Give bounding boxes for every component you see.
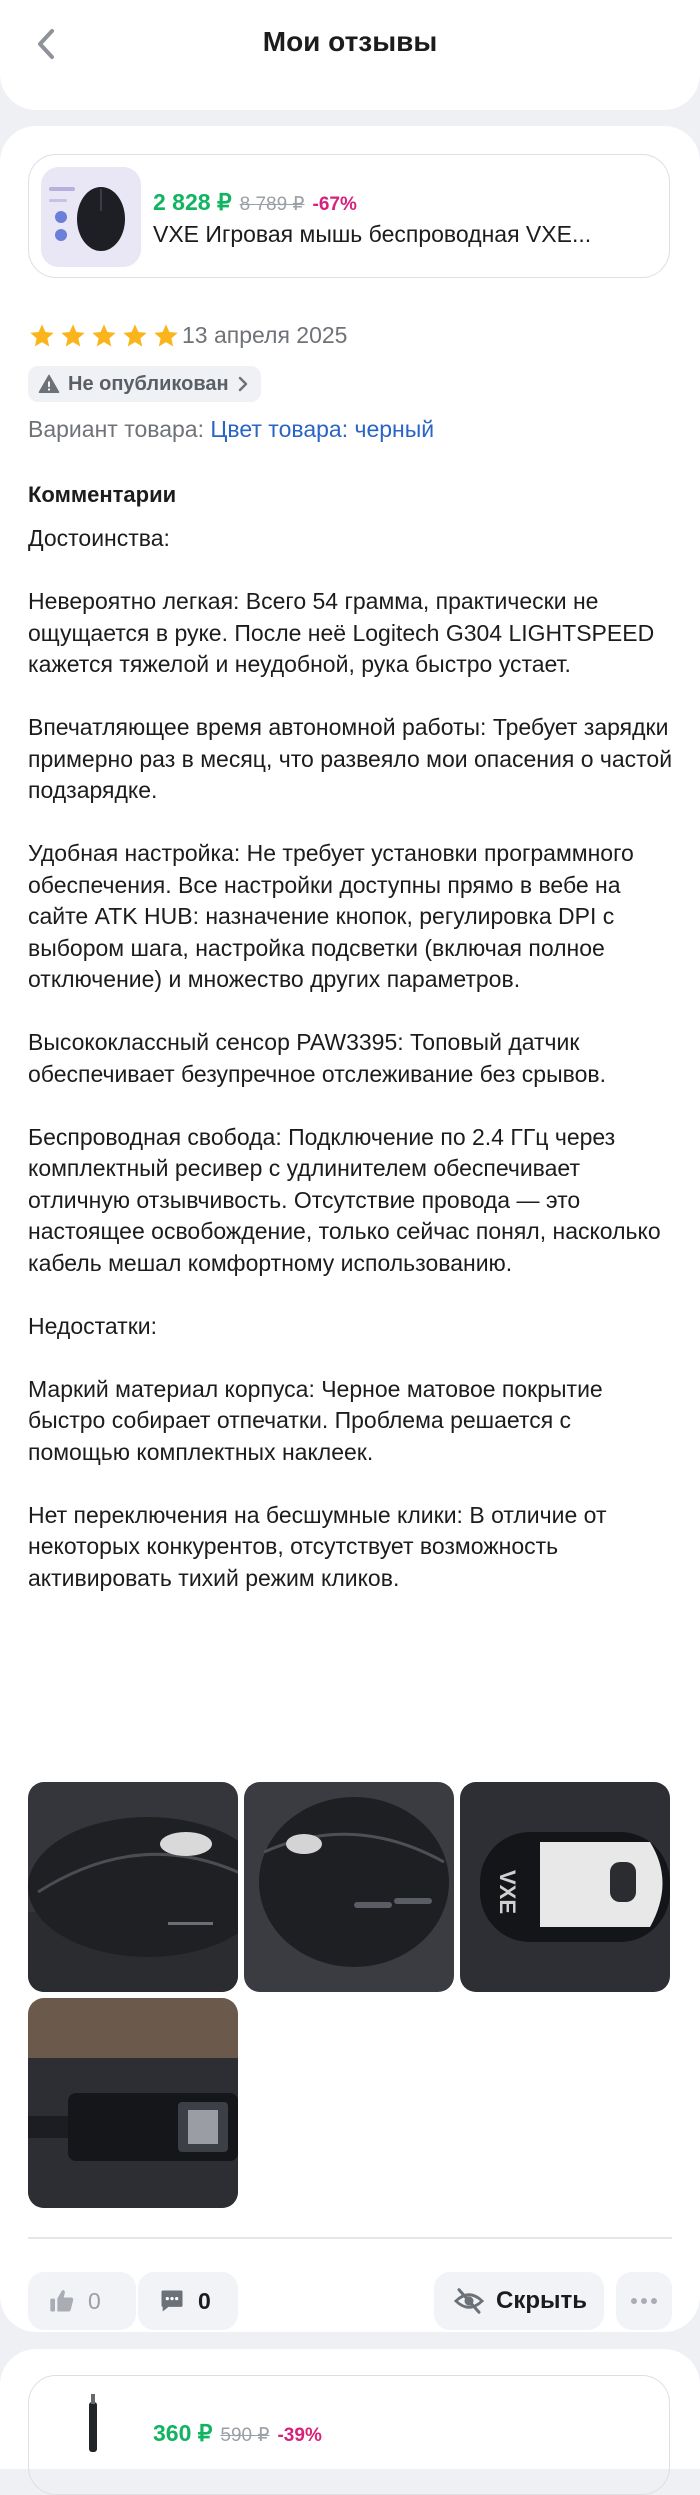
variant-value[interactable]: Цвет товара: черный <box>210 416 435 442</box>
review-date: 13 апреля 2025 <box>182 322 348 348</box>
hide-button[interactable] <box>434 2272 604 2330</box>
mouse-bottom-photo <box>460 1782 670 1992</box>
star-icon <box>59 322 87 350</box>
more-horizontal-icon <box>629 2296 659 2306</box>
next-old-price: 590 ₽ <box>220 2425 270 2446</box>
variant-label: Вариант товара: <box>28 416 204 442</box>
next-product-thumbnail <box>59 2392 129 2452</box>
star-icon <box>28 322 56 350</box>
old-price: 8 789 ₽ <box>239 194 305 215</box>
discount-badge: -67% <box>312 194 357 215</box>
page-title: Мои отзывы <box>262 26 438 57</box>
product-variant <box>28 416 434 443</box>
more-options-button[interactable] <box>616 2272 672 2330</box>
thumbs-up-icon <box>48 2287 76 2315</box>
top-app-bar <box>0 0 700 110</box>
product-price-row <box>153 189 357 216</box>
svg-text:VXE: VXE <box>495 1870 520 1915</box>
comment-button[interactable] <box>138 2272 238 2330</box>
rating-stars <box>28 322 180 350</box>
eye-hidden-icon <box>454 2286 484 2316</box>
next-current-price: 360 ₽ <box>153 2420 213 2446</box>
chevron-right-icon <box>237 376 249 392</box>
review-card <box>0 126 700 2332</box>
next-product-card[interactable] <box>28 2375 670 2495</box>
hide-label: Скрыть <box>496 2287 588 2314</box>
review-photo[interactable] <box>244 1782 454 1992</box>
next-discount-badge: -39% <box>277 2425 322 2446</box>
status-label: Не опубликован <box>68 372 229 395</box>
like-button[interactable] <box>28 2272 136 2330</box>
star-icon <box>90 322 118 350</box>
review-comment-text: Достоинства: Невероятно легкая: Всего 54 грамма, практически не ощущается в руке. После неё Logitech G304 LIGHTSPEED кажется тяжелой и неудобной, рука быстро устает. Впечатляющее время автономной работы: Требует зарядки примерно раз в месяц, что развеяло мои опасения о частой подзарядке. Удобная настройка: Не требует установки программного обеспечения. Все настройки доступны прямо в вебе на сайте ATK HUB: назначение кнопок, регулировка DPI с выбором шага, настройка подсветки (включая полное отключение) и множество других параметров. Высококлассный сенсор PAW3395: Топовый датчик обеспечивает безупречное отслеживание без срывов. Беспроводная свобода: Подключение по 2.4 ГГц через комплектный ресивер с удлинителем обеспечивает отличную отзывчивость. Отсутствие провода — это настоящее освобождение, только сейчас понял, насколько кабель мешал комфортному использованию. Недостатки: Маркий материал корпуса: Черное матовое покрытие быстро собирает отпечатки. Проблема решается с помощью комплектных наклеек. Нет переключения на бесшумные клики: В отличие от некоторых конкурентов, отсутствует возможность активировать тихий режим кликов. <box>28 525 673 1591</box>
star-icon <box>152 322 180 350</box>
divider <box>28 2237 672 2239</box>
review-photo[interactable] <box>460 1782 670 1992</box>
like-count: 0 <box>88 2287 101 2314</box>
comments-heading: Комментарии <box>28 482 177 507</box>
status-badge[interactable] <box>28 366 261 402</box>
warning-icon <box>38 373 60 395</box>
next-product-price-row <box>153 2420 322 2447</box>
mouse-side-photo <box>28 1782 238 1992</box>
mouse-top-photo <box>244 1782 454 1992</box>
receiver-photo <box>28 1998 238 2208</box>
product-thumbnail <box>41 167 141 267</box>
current-price: 2 828 ₽ <box>153 189 232 215</box>
next-review-card <box>0 2349 700 2469</box>
product-name: VXE Игровая мышь беспроводная VXE... <box>153 221 592 247</box>
comment-bubble-icon <box>158 2287 186 2315</box>
product-card[interactable] <box>28 154 670 278</box>
review-photo[interactable] <box>28 1998 238 2208</box>
star-icon <box>121 322 149 350</box>
review-photo[interactable] <box>28 1782 238 1992</box>
comment-count: 0 <box>198 2287 211 2314</box>
